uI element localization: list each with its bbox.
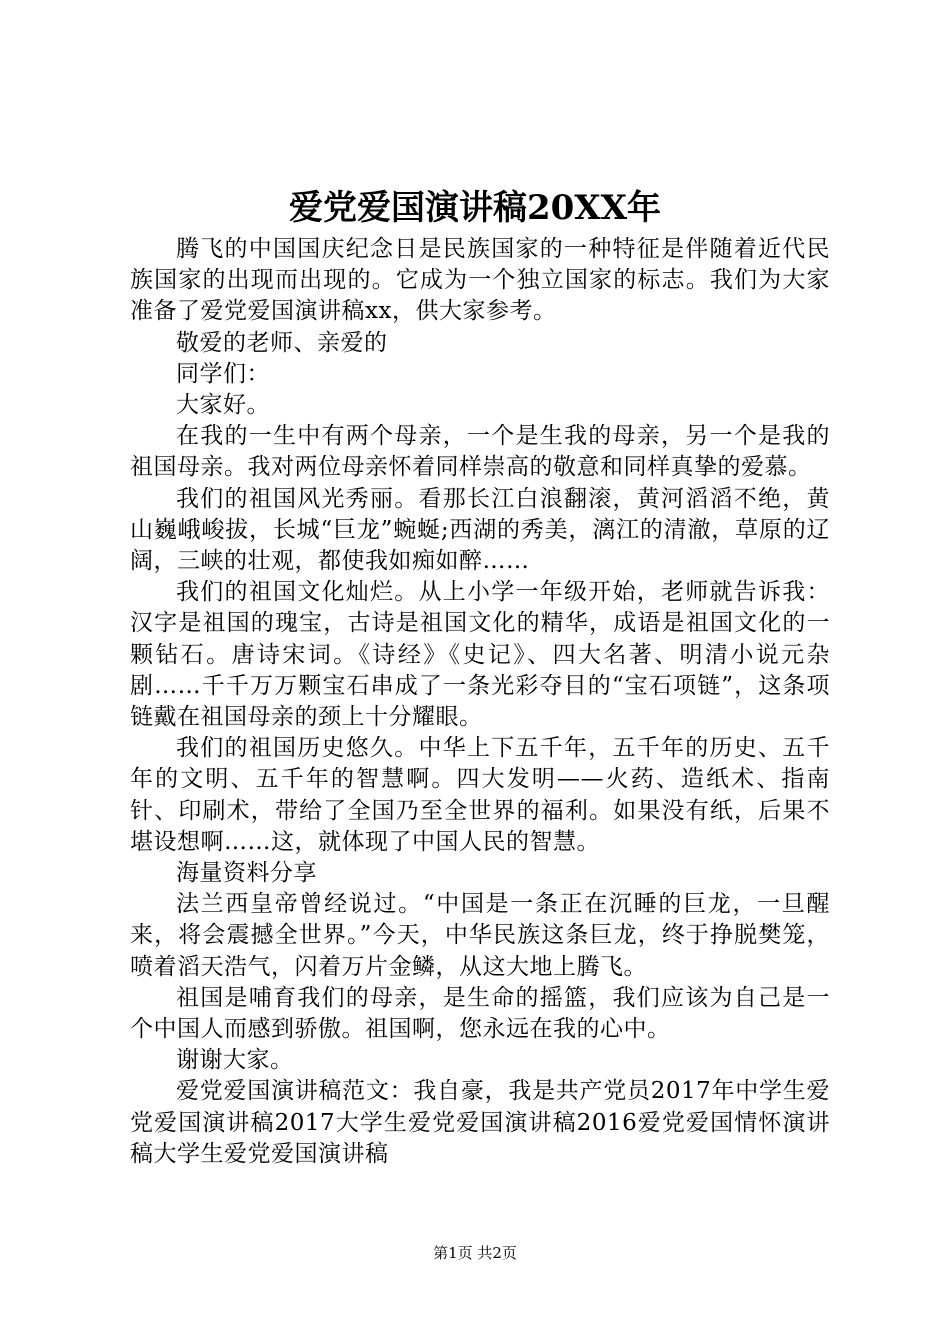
paragraph-culture: 我们的祖国文化灿烂。从上小学一年级开始，老师就告诉我：汉字是祖国的瑰宝，古诗是祖国文化的精华，成语是祖国文化的一颗钻石。唐诗宋词。《诗经》《史记》、四大名著、明清小说元杂剧……千千万万颗宝石串成了一条光彩夺目的“宝石项链”，这条项链戴在祖国母亲的颈上十分耀眼。 bbox=[130, 579, 830, 731]
page-footer: 第1页 共2页 bbox=[433, 1244, 517, 1262]
paragraph-share-note: 海量资料分享 bbox=[176, 860, 317, 887]
paragraph-related: 爱党爱国演讲稿范文：我自豪，我是共产党员2017年中学生爱党爱国演讲稿2017大学生爱党爱国演讲稿2016爱党爱国情怀演讲稿大学生爱党爱国演讲稿 bbox=[130, 1078, 830, 1167]
document-body bbox=[130, 234, 830, 1170]
paragraph-salutation: 敬爱的老师、亲爱的 bbox=[176, 329, 388, 356]
paragraph-thanks: 谢谢大家。 bbox=[176, 1047, 294, 1074]
paragraph-scenery: 我们的祖国风光秀丽。看那长江白浪翻滚，黄河滔滔不绝，黄山巍峨峻拔，长城“巨龙”蜿蜒;西湖的秀美，漓江的清澈，草原的辽阔，三峡的壮观，都使我如痴如醉…… bbox=[130, 485, 830, 575]
paragraph-history: 我们的祖国历史悠久。中华上下五千年，五千年的历史、五千年的文明、五千年的智慧啊。四大发明——火药、造纸术、指南针、印刷术，带给了全国乃至全世界的福利。如果没有纸，后果不堪设想啊……这，就体现了中国人民的智慧。 bbox=[130, 735, 830, 855]
paragraph-intro: 腾飞的中国国庆纪念日是民族国家的一种特征是伴随着近代民族国家的出现而出现的。它成为一个独立国家的标志。我们为大家准备了爱党爱国演讲稿xx，供大家参考。 bbox=[130, 236, 830, 325]
paragraph-greeting: 大家好。 bbox=[176, 392, 270, 419]
paragraph-two-mothers: 在我的一生中有两个母亲，一个是生我的母亲，另一个是我的祖国母亲。我对两位母亲怀着同样崇高的敬意和同样真挚的爱慕。 bbox=[130, 423, 830, 481]
paragraph-dragon: 法兰西皇帝曾经说过。“中国是一条正在沉睡的巨龙，一旦醒来，将会震撼全世界。”今天，中华民族这条巨龙，终于挣脱樊笼，喷着滔天浩气，闪着万片金鳞，从这大地上腾飞。 bbox=[130, 891, 830, 980]
document-title: 爱党爱国演讲稿20XX年 bbox=[288, 188, 662, 228]
paragraph-salutation-students: 同学们： bbox=[176, 360, 270, 387]
paragraph-motherland: 祖国是哺育我们的母亲，是生命的摇篮，我们应该为自己是一个中国人而感到骄傲。祖国啊，您永远在我的心中。 bbox=[130, 984, 830, 1043]
